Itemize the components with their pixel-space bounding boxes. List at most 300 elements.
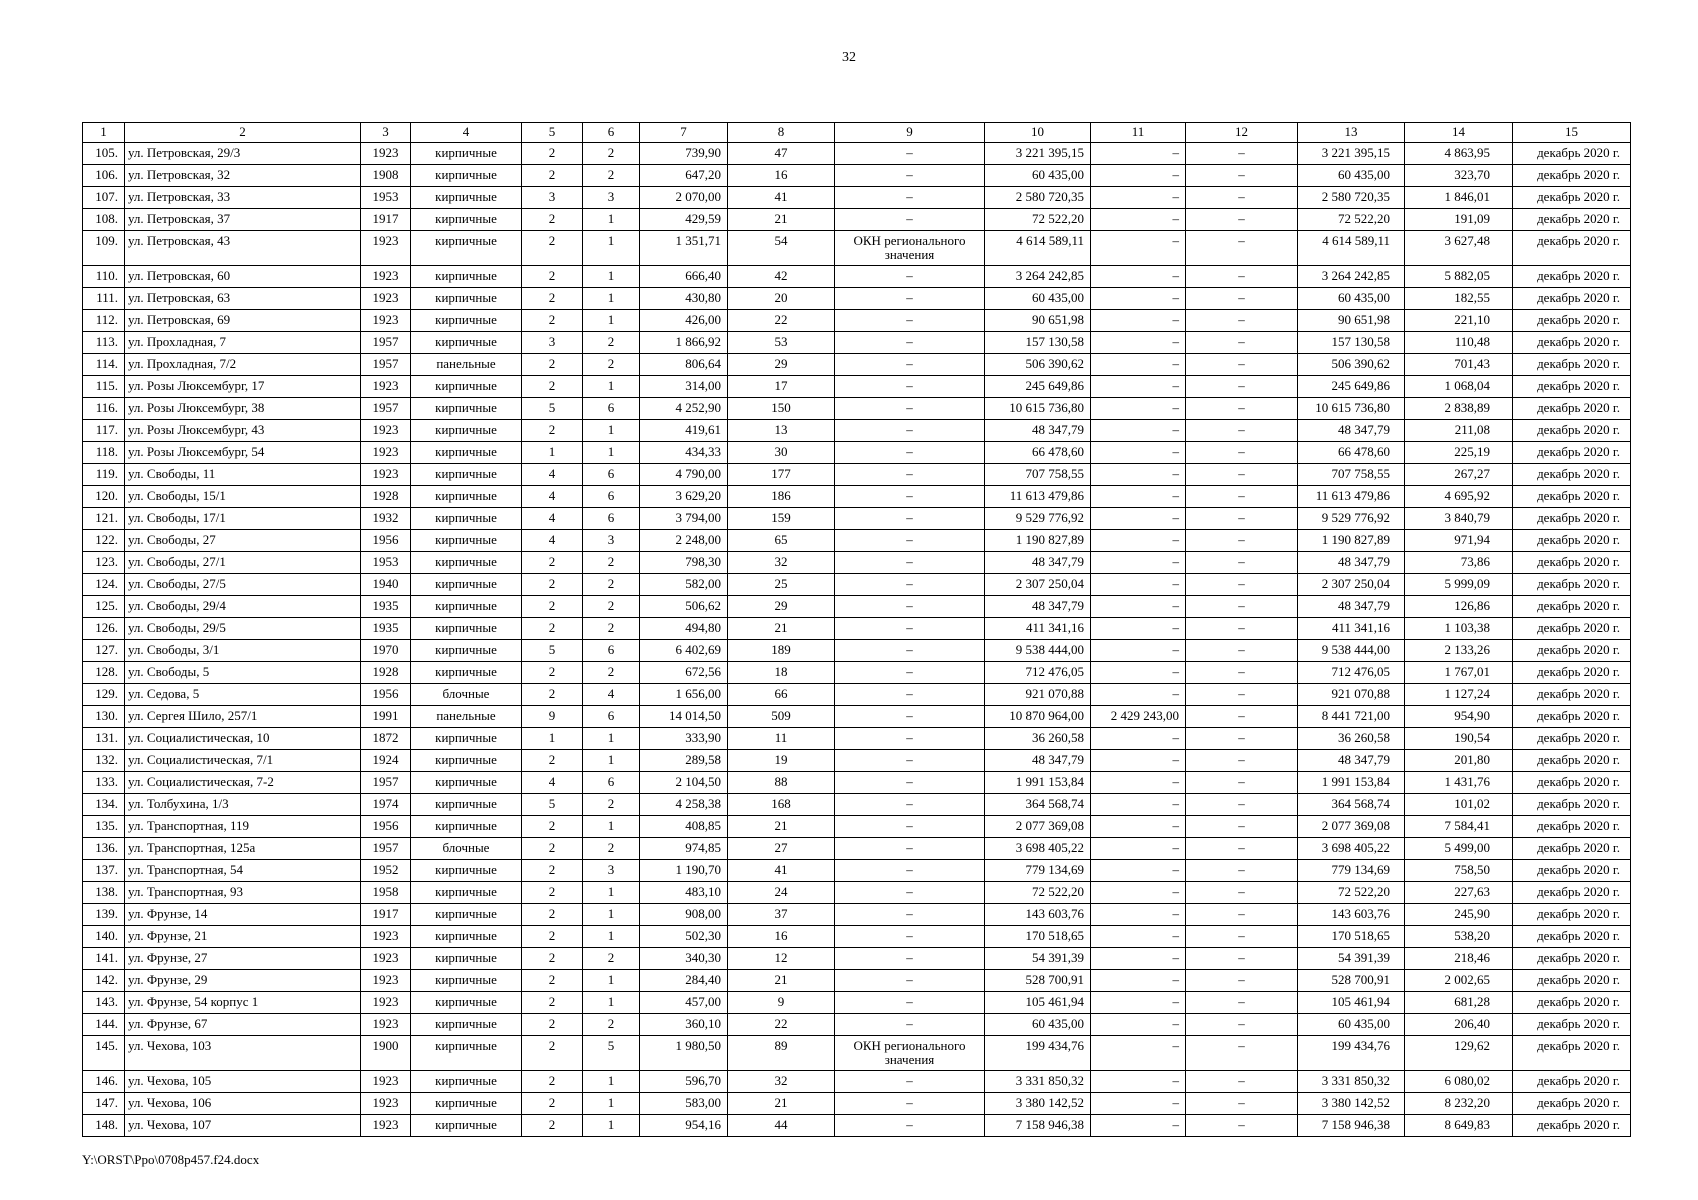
table-cell: 1923: [361, 1115, 411, 1137]
table-cell: 3 331 850,32: [985, 1071, 1091, 1093]
table-cell: 4: [522, 772, 583, 794]
table-cell: декабрь 2020 г.: [1513, 992, 1631, 1014]
table-cell: 42: [728, 266, 835, 288]
table-cell: 2: [522, 310, 583, 332]
table-cell: 2: [522, 266, 583, 288]
table-cell: 457,00: [640, 992, 728, 1014]
table-cell: 2: [522, 926, 583, 948]
table-cell: 2: [583, 574, 640, 596]
table-cell: –: [1091, 618, 1186, 640]
table-cell: 19: [728, 750, 835, 772]
table-cell: 73,86: [1405, 552, 1513, 574]
table-cell: декабрь 2020 г.: [1513, 442, 1631, 464]
table-cell: 1957: [361, 772, 411, 794]
table-cell: кирпичные: [411, 266, 522, 288]
table-cell: –: [835, 772, 985, 794]
table-cell: –: [835, 332, 985, 354]
table-cell: 3 380 142,52: [985, 1093, 1091, 1115]
table-cell: 48 347,79: [1298, 596, 1405, 618]
table-cell: –: [835, 640, 985, 662]
table-cell: 2: [583, 1014, 640, 1036]
table-cell: 1917: [361, 209, 411, 231]
table-cell: 11 613 479,86: [985, 486, 1091, 508]
table-cell: кирпичные: [411, 310, 522, 332]
table-cell: –: [1091, 662, 1186, 684]
table-cell: кирпичные: [411, 816, 522, 838]
table-cell: декабрь 2020 г.: [1513, 926, 1631, 948]
table-cell: 143.: [83, 992, 125, 1014]
table-cell: 429,59: [640, 209, 728, 231]
table-cell: декабрь 2020 г.: [1513, 728, 1631, 750]
table-cell: 3 221 395,15: [985, 143, 1091, 165]
table-cell: 1935: [361, 596, 411, 618]
table-cell: –: [835, 464, 985, 486]
table-cell: 2: [522, 860, 583, 882]
table-cell: –: [1186, 398, 1298, 420]
table-cell: 1: [583, 926, 640, 948]
table-cell: 323,70: [1405, 165, 1513, 187]
table-cell: –: [835, 376, 985, 398]
table-cell: 1 656,00: [640, 684, 728, 706]
table-cell: 2: [583, 143, 640, 165]
table-cell: 4 252,90: [640, 398, 728, 420]
table-cell: 2: [522, 816, 583, 838]
table-cell: 2: [522, 684, 583, 706]
column-number-cell: 9: [835, 123, 985, 143]
table-cell: –: [835, 508, 985, 530]
table-cell: 126,86: [1405, 596, 1513, 618]
table-cell: 8 441 721,00: [1298, 706, 1405, 728]
table-cell: 2: [583, 354, 640, 376]
table-cell: –: [835, 860, 985, 882]
table-cell: 411 341,16: [1298, 618, 1405, 640]
table-cell: декабрь 2020 г.: [1513, 904, 1631, 926]
table-row: [83, 288, 1631, 310]
table-cell: 5 882,05: [1405, 266, 1513, 288]
table-cell: 225,19: [1405, 442, 1513, 464]
table-cell: декабрь 2020 г.: [1513, 1071, 1631, 1093]
table-cell: 1: [583, 442, 640, 464]
table-cell: 4 695,92: [1405, 486, 1513, 508]
table-cell: кирпичные: [411, 1014, 522, 1036]
address-cell: ул. Петровская, 63: [125, 288, 361, 310]
table-cell: –: [1091, 640, 1186, 662]
table-cell: 1956: [361, 684, 411, 706]
table-row: [83, 860, 1631, 882]
table-cell: –: [1091, 684, 1186, 706]
table-cell: –: [1091, 231, 1186, 266]
address-cell: ул. Транспортная, 54: [125, 860, 361, 882]
address-cell: ул. Социалистическая, 10: [125, 728, 361, 750]
table-cell: –: [1091, 266, 1186, 288]
table-cell: 3 380 142,52: [1298, 1093, 1405, 1115]
table-cell: 60 435,00: [1298, 288, 1405, 310]
table-cell: 1958: [361, 882, 411, 904]
table-row: [83, 640, 1631, 662]
table-cell: декабрь 2020 г.: [1513, 596, 1631, 618]
table-cell: 284,40: [640, 970, 728, 992]
table-cell: декабрь 2020 г.: [1513, 187, 1631, 209]
address-cell: ул. Фрунзе, 27: [125, 948, 361, 970]
table-cell: –: [1091, 442, 1186, 464]
table-cell: 105 461,94: [1298, 992, 1405, 1014]
table-cell: 10 615 736,80: [985, 398, 1091, 420]
table-cell: 60 435,00: [985, 165, 1091, 187]
table-cell: 128.: [83, 662, 125, 684]
table-cell: –: [835, 882, 985, 904]
table-cell: декабрь 2020 г.: [1513, 552, 1631, 574]
table-cell: кирпичные: [411, 209, 522, 231]
table-cell: 1 190 827,89: [1298, 530, 1405, 552]
table-cell: –: [1091, 508, 1186, 530]
table-row: [83, 1036, 1631, 1071]
table-cell: 1923: [361, 464, 411, 486]
table-cell: 7 158 946,38: [1298, 1115, 1405, 1137]
address-cell: ул. Социалистическая, 7/1: [125, 750, 361, 772]
table-cell: 1: [583, 288, 640, 310]
table-cell: –: [1186, 640, 1298, 662]
table-cell: 1 846,01: [1405, 187, 1513, 209]
address-cell: ул. Транспортная, 119: [125, 816, 361, 838]
table-cell: блочные: [411, 684, 522, 706]
table-cell: –: [1091, 750, 1186, 772]
table-cell: 739,90: [640, 143, 728, 165]
table-cell: 779 134,69: [985, 860, 1091, 882]
table-cell: 150: [728, 398, 835, 420]
table-cell: 583,00: [640, 1093, 728, 1115]
table-cell: 201,80: [1405, 750, 1513, 772]
table-cell: 1923: [361, 948, 411, 970]
table-cell: –: [835, 816, 985, 838]
table-cell: кирпичные: [411, 1036, 522, 1071]
table-cell: 4: [522, 508, 583, 530]
table-cell: кирпичные: [411, 618, 522, 640]
table-cell: 117.: [83, 420, 125, 442]
table-cell: 2: [583, 596, 640, 618]
table-cell: 21: [728, 816, 835, 838]
table-cell: –: [1091, 1014, 1186, 1036]
column-number-cell: 13: [1298, 123, 1405, 143]
table-cell: 267,27: [1405, 464, 1513, 486]
table-cell: 2: [522, 1014, 583, 1036]
table-cell: –: [835, 618, 985, 640]
table-cell: –: [1186, 209, 1298, 231]
table-cell: 157 130,58: [1298, 332, 1405, 354]
table-cell: 25: [728, 574, 835, 596]
table-cell: 22: [728, 310, 835, 332]
table-cell: –: [1186, 596, 1298, 618]
table-row: [83, 552, 1631, 574]
table-cell: кирпичные: [411, 420, 522, 442]
table-cell: 1 991 153,84: [1298, 772, 1405, 794]
table-cell: кирпичные: [411, 464, 522, 486]
table-cell: 681,28: [1405, 992, 1513, 1014]
table-cell: –: [1091, 332, 1186, 354]
table-cell: 4 614 589,11: [1298, 231, 1405, 266]
table-cell: декабрь 2020 г.: [1513, 464, 1631, 486]
table-cell: декабрь 2020 г.: [1513, 508, 1631, 530]
table-cell: 186: [728, 486, 835, 508]
table-row: [83, 772, 1631, 794]
table-cell: 47: [728, 143, 835, 165]
table-cell: –: [1186, 838, 1298, 860]
table-cell: 2: [522, 420, 583, 442]
table-row: [83, 882, 1631, 904]
table-cell: 2: [522, 209, 583, 231]
table-cell: 340,30: [640, 948, 728, 970]
address-cell: ул. Розы Люксембург, 54: [125, 442, 361, 464]
address-cell: ул. Прохладная, 7/2: [125, 354, 361, 376]
table-cell: декабрь 2020 г.: [1513, 640, 1631, 662]
table-cell: декабрь 2020 г.: [1513, 684, 1631, 706]
table-cell: 13: [728, 420, 835, 442]
table-cell: 1 767,01: [1405, 662, 1513, 684]
table-cell: 798,30: [640, 552, 728, 574]
table-cell: 1957: [361, 398, 411, 420]
column-number-cell: 10: [985, 123, 1091, 143]
table-cell: 139.: [83, 904, 125, 926]
table-row: [83, 816, 1631, 838]
table-cell: 138.: [83, 882, 125, 904]
address-cell: ул. Чехова, 106: [125, 1093, 361, 1115]
address-cell: ул. Розы Люксембург, 17: [125, 376, 361, 398]
table-cell: 115.: [83, 376, 125, 398]
table-cell: кирпичные: [411, 376, 522, 398]
address-cell: ул. Свободы, 5: [125, 662, 361, 684]
address-cell: ул. Сергея Шило, 257/1: [125, 706, 361, 728]
table-cell: кирпичные: [411, 640, 522, 662]
table-cell: кирпичные: [411, 143, 522, 165]
table-cell: 126.: [83, 618, 125, 640]
table-cell: декабрь 2020 г.: [1513, 706, 1631, 728]
table-cell: 701,43: [1405, 354, 1513, 376]
table-cell: –: [1186, 442, 1298, 464]
table-cell: –: [1186, 794, 1298, 816]
table-cell: 1: [583, 904, 640, 926]
table-cell: 89: [728, 1036, 835, 1071]
table-cell: –: [1186, 992, 1298, 1014]
table-cell: 3 331 850,32: [1298, 1071, 1405, 1093]
table-cell: –: [1186, 332, 1298, 354]
table-cell: 707 758,55: [985, 464, 1091, 486]
table-cell: 434,33: [640, 442, 728, 464]
table-cell: 48 347,79: [985, 420, 1091, 442]
table-cell: 6 402,69: [640, 640, 728, 662]
table-cell: –: [835, 904, 985, 926]
table-cell: –: [1186, 266, 1298, 288]
table-cell: 37: [728, 904, 835, 926]
table-cell: 502,30: [640, 926, 728, 948]
address-cell: ул. Транспортная, 93: [125, 882, 361, 904]
table-cell: 426,00: [640, 310, 728, 332]
table-cell: 1 190,70: [640, 860, 728, 882]
table-cell: –: [835, 992, 985, 1014]
table-cell: –: [1091, 574, 1186, 596]
table-cell: декабрь 2020 г.: [1513, 209, 1631, 231]
table-cell: 170 518,65: [985, 926, 1091, 948]
address-cell: ул. Петровская, 32: [125, 165, 361, 187]
table-cell: 53: [728, 332, 835, 354]
table-cell: 1 431,76: [1405, 772, 1513, 794]
table-cell: 113.: [83, 332, 125, 354]
table-cell: –: [1091, 904, 1186, 926]
table-cell: 24: [728, 882, 835, 904]
table-cell: 29: [728, 596, 835, 618]
table-cell: 157 130,58: [985, 332, 1091, 354]
table-cell: 2: [522, 662, 583, 684]
table-cell: 6 080,02: [1405, 1071, 1513, 1093]
table-cell: 1923: [361, 376, 411, 398]
table-cell: 29: [728, 354, 835, 376]
table-cell: –: [835, 1093, 985, 1115]
table-cell: 712 476,05: [1298, 662, 1405, 684]
table-cell: –: [1186, 926, 1298, 948]
address-cell: ул. Чехова, 103: [125, 1036, 361, 1071]
table-cell: –: [1186, 1115, 1298, 1137]
table-cell: декабрь 2020 г.: [1513, 618, 1631, 640]
column-number-cell: 6: [583, 123, 640, 143]
table-cell: кирпичные: [411, 662, 522, 684]
table-cell: декабрь 2020 г.: [1513, 420, 1631, 442]
table-cell: 6: [583, 398, 640, 420]
table-cell: 2: [522, 354, 583, 376]
table-cell: 2: [522, 904, 583, 926]
table-cell: 131.: [83, 728, 125, 750]
table-row: [83, 508, 1631, 530]
table-cell: 1940: [361, 574, 411, 596]
table-cell: 2: [522, 618, 583, 640]
table-cell: 114.: [83, 354, 125, 376]
table-cell: 2: [583, 662, 640, 684]
table-row: [83, 486, 1631, 508]
table-cell: 127.: [83, 640, 125, 662]
address-cell: ул. Фрунзе, 21: [125, 926, 361, 948]
table-cell: 5: [522, 398, 583, 420]
table-cell: 1: [583, 1093, 640, 1115]
table-cell: кирпичные: [411, 596, 522, 618]
table-cell: 2: [583, 165, 640, 187]
table-cell: 199 434,76: [985, 1036, 1091, 1071]
table-cell: 1900: [361, 1036, 411, 1071]
table-cell: 2: [583, 838, 640, 860]
table-cell: 66 478,60: [985, 442, 1091, 464]
table-cell: 12: [728, 948, 835, 970]
table-cell: 144.: [83, 1014, 125, 1036]
table-cell: 2: [522, 948, 583, 970]
table-cell: 143 603,76: [985, 904, 1091, 926]
table-cell: 227,63: [1405, 882, 1513, 904]
address-cell: ул. Свободы, 27: [125, 530, 361, 552]
table-row: [83, 662, 1631, 684]
table-cell: 483,10: [640, 882, 728, 904]
table-cell: 4 863,95: [1405, 143, 1513, 165]
table-cell: 245 649,86: [985, 376, 1091, 398]
table-cell: 146.: [83, 1071, 125, 1093]
table-cell: 132.: [83, 750, 125, 772]
table-cell: –: [1186, 618, 1298, 640]
table-cell: кирпичные: [411, 970, 522, 992]
table-cell: 72 522,20: [1298, 882, 1405, 904]
table-cell: –: [835, 1115, 985, 1137]
table-cell: 1908: [361, 165, 411, 187]
table-row: [83, 684, 1631, 706]
table-cell: –: [1186, 970, 1298, 992]
table-cell: 72 522,20: [985, 882, 1091, 904]
table-row: [83, 420, 1631, 442]
table-cell: 2 002,65: [1405, 970, 1513, 992]
table-cell: –: [835, 728, 985, 750]
table-row: [83, 165, 1631, 187]
table-cell: 21: [728, 1093, 835, 1115]
table-cell: –: [1186, 1036, 1298, 1071]
table-cell: –: [1186, 882, 1298, 904]
table-cell: 2: [522, 1071, 583, 1093]
table-cell: 21: [728, 970, 835, 992]
table-cell: 32: [728, 1071, 835, 1093]
table-cell: 11: [728, 728, 835, 750]
table-row: [83, 838, 1631, 860]
table-cell: кирпичные: [411, 530, 522, 552]
table-cell: 1974: [361, 794, 411, 816]
table-cell: 921 070,88: [1298, 684, 1405, 706]
table-cell: 8 232,20: [1405, 1093, 1513, 1115]
table-row: [83, 1014, 1631, 1036]
table-cell: 8 649,83: [1405, 1115, 1513, 1137]
table-cell: 112.: [83, 310, 125, 332]
table-cell: 11 613 479,86: [1298, 486, 1405, 508]
table-cell: декабрь 2020 г.: [1513, 354, 1631, 376]
table-cell: –: [1091, 948, 1186, 970]
table-cell: 3 698 405,22: [1298, 838, 1405, 860]
table-cell: декабрь 2020 г.: [1513, 574, 1631, 596]
table-cell: 1928: [361, 486, 411, 508]
table-cell: 125.: [83, 596, 125, 618]
table-cell: 9 529 776,92: [985, 508, 1091, 530]
table-cell: кирпичные: [411, 442, 522, 464]
table-cell: панельные: [411, 354, 522, 376]
table-cell: 1991: [361, 706, 411, 728]
table-cell: –: [835, 310, 985, 332]
table-cell: 9: [728, 992, 835, 1014]
table-cell: кирпичные: [411, 574, 522, 596]
table-cell: 2 133,26: [1405, 640, 1513, 662]
column-number-cell: 12: [1186, 123, 1298, 143]
table-cell: 66 478,60: [1298, 442, 1405, 464]
address-cell: ул. Фрунзе, 29: [125, 970, 361, 992]
table-cell: 430,80: [640, 288, 728, 310]
table-cell: –: [835, 486, 985, 508]
table-cell: 712 476,05: [985, 662, 1091, 684]
table-cell: кирпичные: [411, 904, 522, 926]
table-cell: –: [835, 530, 985, 552]
table-cell: 135.: [83, 816, 125, 838]
table-cell: –: [835, 1014, 985, 1036]
table-cell: 3: [583, 860, 640, 882]
table-cell: 10 615 736,80: [1298, 398, 1405, 420]
table-row: [83, 1093, 1631, 1115]
table-cell: –: [835, 266, 985, 288]
table-cell: 145.: [83, 1036, 125, 1071]
table-cell: декабрь 2020 г.: [1513, 948, 1631, 970]
table-cell: 60 435,00: [1298, 1014, 1405, 1036]
table-cell: 48 347,79: [985, 552, 1091, 574]
table-cell: 2 307 250,04: [985, 574, 1091, 596]
table-cell: 1923: [361, 266, 411, 288]
table-cell: 20: [728, 288, 835, 310]
table-cell: 141.: [83, 948, 125, 970]
table-body: [83, 123, 1631, 1137]
table-cell: 1 351,71: [640, 231, 728, 266]
